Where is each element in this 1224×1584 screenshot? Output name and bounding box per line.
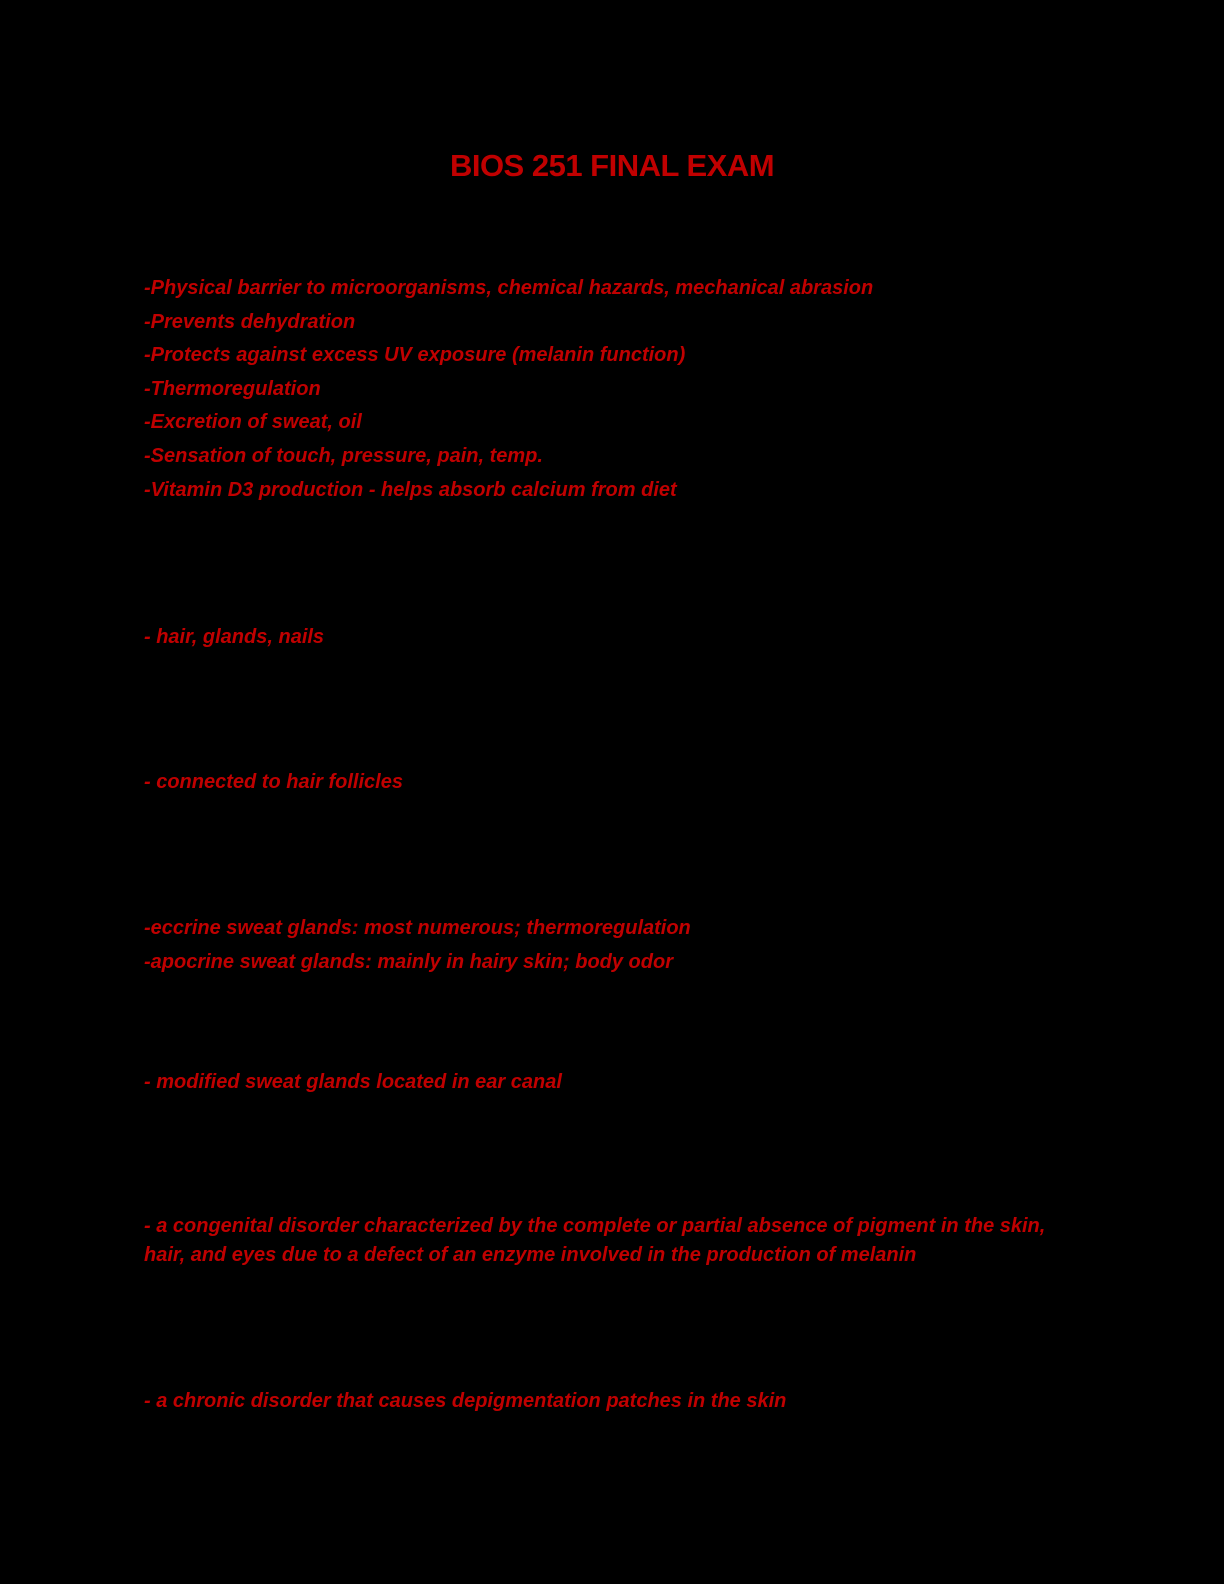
answer-block-skin-functions xyxy=(144,272,1084,507)
document-title: BIOS 251 FINAL EXAM xyxy=(449,148,775,183)
answer-line: -Thermoregulation xyxy=(144,377,321,400)
answer-line: -Vitamin D3 production - helps absorb calcium from diet xyxy=(144,478,677,501)
answer-block-albinism xyxy=(144,1212,1084,1270)
answer-line: - modified sweat glands located in ear canal xyxy=(144,1071,562,1093)
answer-line: -Protects against excess UV exposure (melanin function) xyxy=(144,344,686,367)
answer-line: -Sensation of touch, pressure, pain, temp. xyxy=(144,444,543,467)
answer-line: -eccrine sweat glands: most numerous; thermoregulation xyxy=(144,917,691,939)
answer-line: - connected to hair follicles xyxy=(144,771,403,793)
answer-block-ceruminous-glands xyxy=(144,1066,1084,1100)
answer-line: - a chronic disorder that causes depigmentation patches in the skin xyxy=(144,1390,787,1412)
answer-line: -Physical barrier to microorganisms, chemical hazards, mechanical abrasion xyxy=(144,277,874,299)
answer-line: -Prevents dehydration xyxy=(144,310,356,333)
answer-block-vitiligo xyxy=(144,1385,1084,1419)
answer-block-hair-follicles xyxy=(144,766,1084,800)
answer-block-accessory-structures xyxy=(144,621,1084,655)
answer-line: - hair, glands, nails xyxy=(144,626,325,648)
answer-line: -apocrine sweat glands: mainly in hairy skin; body odor xyxy=(144,950,673,973)
answer-line: - a congenital disorder characterized by the complete or partial absence of pigment in the skin, hair, and eyes due to a defect of an enzyme involved in the production of melanin xyxy=(144,1215,1046,1266)
answer-line: -Excretion of sweat, oil xyxy=(144,411,362,434)
answer-block-sweat-glands xyxy=(144,912,1084,979)
